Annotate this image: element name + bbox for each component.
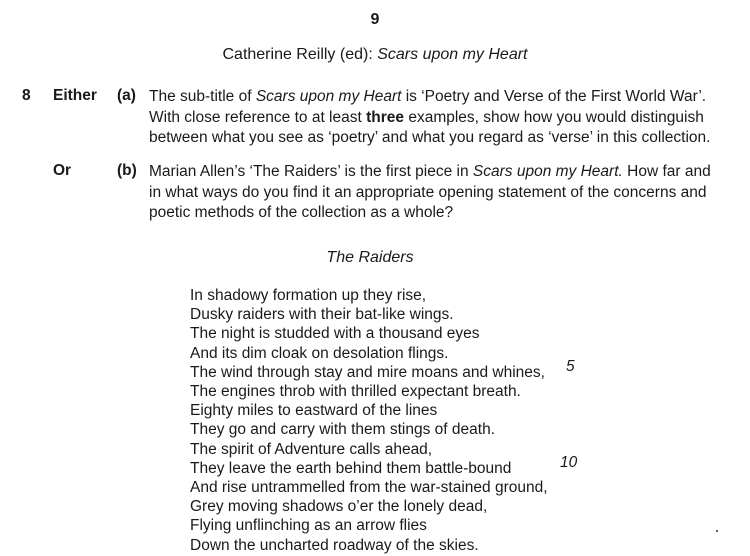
text: With close reference to at least <box>149 108 367 126</box>
book-title: Scars upon my Heart <box>377 46 528 63</box>
editor-name: Catherine Reilly (ed): <box>222 46 378 63</box>
poem-line: Down the uncharted roadway of the skies. <box>190 536 479 554</box>
poem-line: Grey moving shadows o’er the lonely dead, <box>190 498 488 516</box>
line-number-5: 5 <box>566 358 575 375</box>
part-a-line-3: between what you see as ‘poetry’ and what you regard as ‘verse’ in this collection. <box>149 129 711 146</box>
part-b-line-3: poetic methods of the collection as a whole? <box>149 204 454 221</box>
scan-speck <box>716 530 718 532</box>
poem-line: Flying unflinching as an arrow flies <box>190 517 427 535</box>
part-b-line-1 <box>149 162 729 183</box>
text: examples, show how you would distinguish <box>404 108 704 126</box>
text: is ‘Poetry and Verse of the First World War’. <box>401 88 707 105</box>
part-a-label: (a) <box>117 87 136 104</box>
poem-line: They leave the earth behind them battle-bound <box>190 459 512 477</box>
part-a-question <box>149 87 729 149</box>
poem-body <box>190 286 548 555</box>
or-label: Or <box>53 162 72 179</box>
part-a-line-1 <box>149 87 729 108</box>
text: Marian Allen’s ‘The Raiders’ is the first piece in <box>149 163 473 180</box>
poem-line: And rise untrammelled from the war-stained ground, <box>190 479 548 497</box>
part-b-line-2: in what ways do you find it an appropriate opening statement of the concerns and <box>149 183 707 201</box>
set-text-heading <box>0 46 750 64</box>
page-number: 9 <box>370 11 380 28</box>
part-b-question <box>149 162 729 224</box>
poem-line: Dusky raiders with their bat-like wings. <box>190 306 454 324</box>
part-b-label: (b) <box>117 162 137 179</box>
text: How far and <box>622 163 711 180</box>
poem-line: The engines throb with thrilled expectant breath. <box>190 383 521 401</box>
poem-line: The wind through stay and mire moans and whines, <box>190 363 545 381</box>
poem-line: The night is studded with a thousand eyes <box>190 325 480 343</box>
poem-line: In shadowy formation up they rise, <box>190 287 427 304</box>
poem-line: And its dim cloak on desolation flings. <box>190 344 449 362</box>
part-a-line-2 <box>149 108 729 129</box>
text: The sub-title of <box>149 88 256 105</box>
emphasis: three <box>366 108 405 126</box>
question-number: 8 <box>22 87 31 104</box>
either-label: Either <box>53 87 97 104</box>
book-title-ref: Scars upon my Heart <box>255 88 402 105</box>
book-title-ref: Scars upon my Heart. <box>472 163 623 180</box>
line-number-10: 10 <box>560 454 578 471</box>
poem-line: They go and carry with them stings of death. <box>190 421 495 439</box>
poem-line: Eighty miles to eastward of the lines <box>190 402 438 420</box>
poem-title: The Raiders <box>326 249 414 266</box>
poem-line: The spirit of Adventure calls ahead, <box>190 440 433 458</box>
